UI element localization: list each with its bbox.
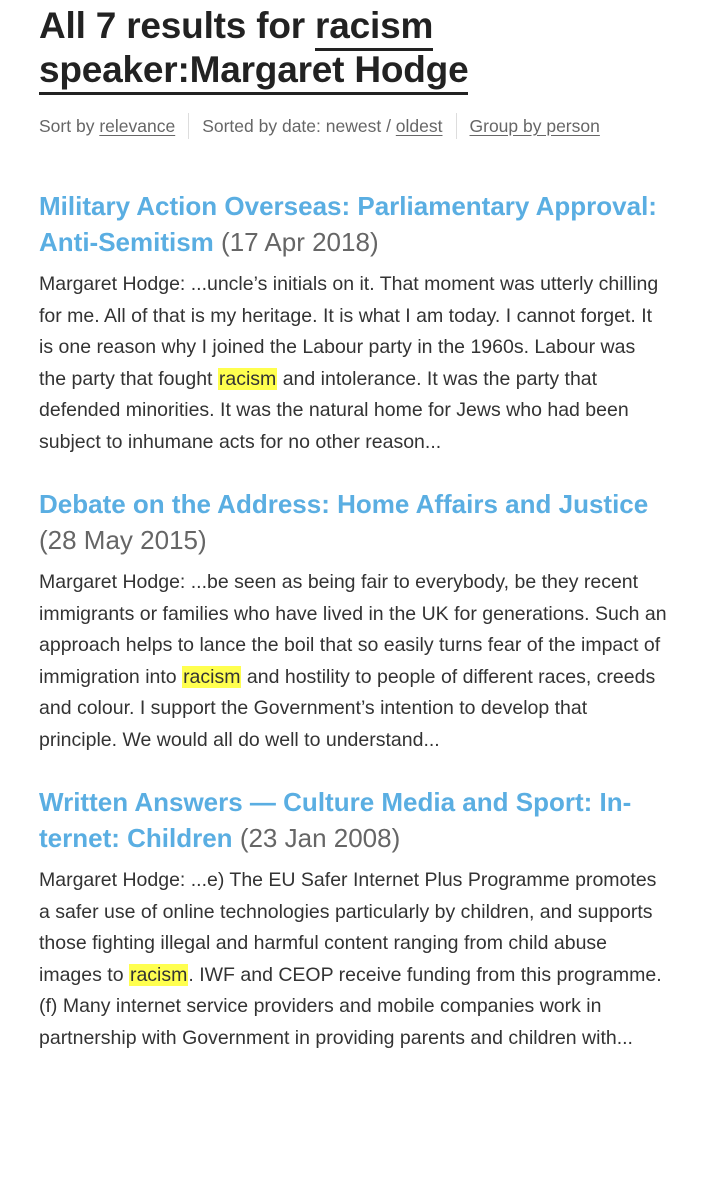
divider — [188, 113, 189, 139]
snippet-text: Margaret Hodge: ...e) The EU Safer Internet Plus Programme promotes a safer use of online technologies particularly by children, and supports those fighting illegal and harmful content ranging from child abuse images to — [39, 869, 657, 986]
search-term-highlight: racism — [129, 963, 188, 986]
result-snippet — [39, 567, 667, 756]
result-heading — [39, 784, 667, 856]
sort-relevance-link[interactable]: relevance — [99, 116, 176, 136]
sort-date-group — [202, 112, 442, 140]
result-snippet — [39, 865, 667, 1054]
group-by-person-link[interactable]: Group by person — [469, 116, 600, 136]
snippet-text: and hostility to people of different races, creeds and colour. I support the Government’s intention to develop that principle. We would all do well to understand... — [39, 665, 656, 751]
divider — [456, 113, 457, 139]
result-date: (28 May 2015) — [39, 525, 207, 555]
result-item — [39, 486, 667, 756]
result-title-link[interactable]: Written Answers — Culture Media and Sport: Internet: Children — [39, 787, 632, 853]
result-title-link[interactable]: Debate on the Address: Home Affairs and Justice — [39, 489, 649, 519]
result-heading — [39, 188, 667, 260]
page-title — [39, 4, 667, 92]
result-heading — [39, 486, 667, 558]
sort-oldest-link[interactable]: oldest — [395, 116, 443, 136]
result-date: (23 Jan 2008) — [239, 823, 401, 853]
result-title-link[interactable]: Military Action Overseas: Parliamentary Approval: Anti-Semitism — [39, 191, 657, 257]
snippet-text: and intolerance. It was the party that defended minorities. It was the natural home for Jews who had been subject to inhumane acts for no other reason... — [39, 367, 629, 453]
sort-by-label: Sort by — [39, 116, 100, 136]
snippet-text: . IWF and CEOP receive funding from this programme. (f) Many internet service providers and mobile companies work in partnership with Government in providing parents and children with... — [39, 963, 662, 1049]
sorted-by-date-label: Sorted by date: newest / — [202, 116, 396, 136]
result-item — [39, 784, 667, 1054]
search-query-speaker: speaker:Margaret Hodge — [39, 49, 468, 95]
search-term-highlight: racism — [183, 665, 241, 688]
search-term-highlight: racism — [218, 367, 277, 390]
heading-prefix: All 7 results for — [39, 5, 316, 46]
sort-controls — [39, 112, 667, 140]
snippet-text: Margaret Hodge: ...uncle’s initials on it. That moment was utterly chilling for me. All of that is my heritage. It is what I am today. I cannot forget. It is one reason why I joined the Labour party in the 1960s. Labour was the party that fought — [39, 273, 659, 390]
result-item — [39, 188, 667, 458]
result-snippet — [39, 269, 667, 458]
sort-by-group — [39, 112, 175, 140]
result-date: (17 Apr 2018) — [221, 227, 379, 257]
snippet-text: Margaret Hodge: ...be seen as being fair to everybody, be they recent immigrants or families who have lived in the UK for generations. Such an approach helps to lance the boil that so easily turns fear of the impact of immigration into — [39, 571, 667, 688]
search-query-term: racism — [315, 5, 433, 51]
